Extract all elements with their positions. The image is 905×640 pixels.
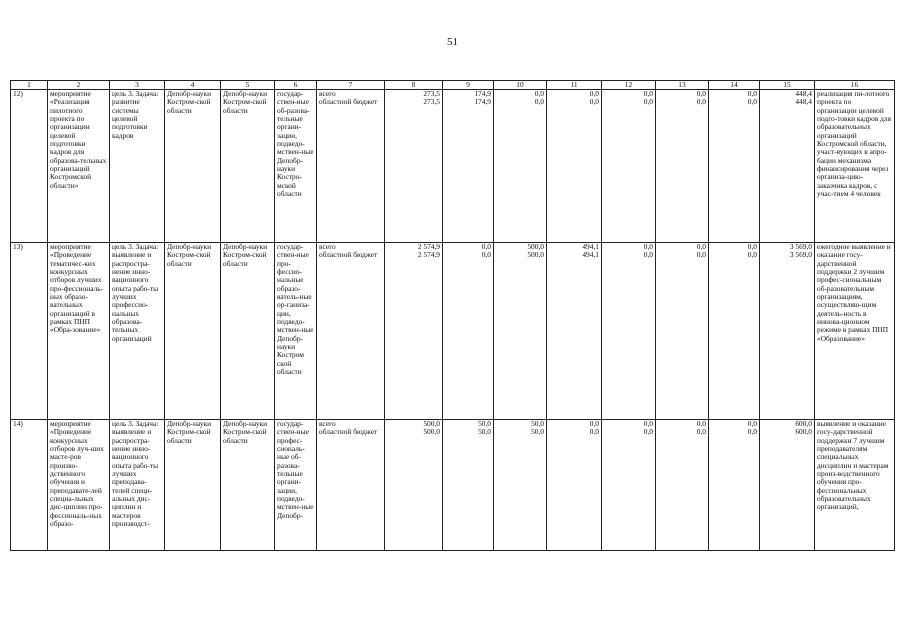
funding-total-label: всего <box>319 419 336 428</box>
value-cell <box>494 90 547 243</box>
value-cell <box>547 90 602 243</box>
header-cell: 15 <box>760 81 815 90</box>
value: 448,4 <box>795 97 812 107</box>
value-cell <box>385 420 443 551</box>
row-number: 14) <box>11 420 48 551</box>
header-cell: 13 <box>656 81 709 90</box>
value: 448,4 <box>795 89 812 98</box>
value: 0,0 <box>643 89 653 98</box>
row-number: 12) <box>11 90 48 243</box>
value-cell <box>709 243 760 420</box>
value-cell <box>385 90 443 243</box>
value: 600,0 <box>795 419 812 428</box>
value-cell <box>656 90 709 243</box>
customer-cell: Депобр-науки Костром-ской области <box>221 420 275 551</box>
value-cell <box>656 420 709 551</box>
executor-cell: Депобр-науки Костром-ской области <box>165 90 221 243</box>
value: 0,0 <box>747 242 757 251</box>
participants-cell: государ-ствен-ные профес-сиональ-ные об-разова-тельные органи-зации, подведо-мствен-ные Депобр- <box>275 420 317 551</box>
value: 500,0 <box>527 250 544 260</box>
value: 0,0 <box>696 419 706 428</box>
value: 0,0 <box>643 427 653 437</box>
total-cell <box>760 243 815 420</box>
program-table <box>10 80 895 551</box>
value: 500,0 <box>527 242 544 251</box>
funding-budget-label: областной бюджет <box>319 250 378 260</box>
value-cell <box>709 90 760 243</box>
value: 3 569,0 <box>789 242 812 251</box>
header-cell: 2 <box>48 81 110 90</box>
table-row <box>11 243 895 420</box>
value: 0,0 <box>589 419 599 428</box>
funding-total-label: всего <box>319 242 336 251</box>
row-number: 13) <box>11 243 48 420</box>
funding-source-cell <box>317 420 385 551</box>
value: 0,0 <box>643 250 653 260</box>
value: 3 569,0 <box>789 250 812 260</box>
value: 50,0 <box>478 427 491 437</box>
funding-budget-label: областной бюджет <box>319 97 378 107</box>
value: 0,0 <box>643 97 653 107</box>
table-row <box>11 90 895 243</box>
value: 174,9 <box>474 89 491 98</box>
value-cell <box>494 243 547 420</box>
activity-cell: мероприятие «Проведение конкурсных отборов луч-ших масте-ров произво-дственного обучения и преподавате-лей специа-льных дис-циплин про-фессиональ-ных образо- <box>48 420 110 551</box>
value: 2 574,9 <box>417 250 440 260</box>
value-cell <box>709 420 760 551</box>
value: 174,9 <box>474 97 491 107</box>
header-cell: 7 <box>317 81 385 90</box>
participants-cell: государ-ствен-ные об-разова-тельные органи-зации, подведо-мствен-ные Депобр-науки Костро-мской области <box>275 90 317 243</box>
value: 600,0 <box>795 427 812 437</box>
value: 0,0 <box>481 250 491 260</box>
customer-cell: Депобр-науки Костром-ской области <box>221 90 275 243</box>
table-row <box>11 420 895 551</box>
value-cell <box>656 243 709 420</box>
header-cell: 8 <box>385 81 443 90</box>
value-cell <box>443 420 494 551</box>
value-cell <box>602 420 656 551</box>
customer-cell: Депобр-науки Костром-ской области <box>221 243 275 420</box>
value: 2 574,9 <box>417 242 440 251</box>
executor-cell: Депобр-науки Костром-ской области <box>165 420 221 551</box>
activity-cell: мероприятие «Проведение тематичес-ких конкурсных отборов лучших про-фессиональ-ных образо-вательных организаций в рамках ПНП «Обра-зование» <box>48 243 110 420</box>
value: 0,0 <box>534 89 544 98</box>
goal-cell: цель 3. Задача: развитие системы целевой подготовки кадров <box>110 90 165 243</box>
participants-cell: государ-ствен-ные про-фессио-нальные образо-ватель-ные ор-ганиза-ции, подведо-мствен-ные Депобр-науки Костром ской области <box>275 243 317 420</box>
value-cell <box>494 420 547 551</box>
value: 0,0 <box>696 427 706 437</box>
value: 273,5 <box>423 89 440 98</box>
executor-cell: Депобр-науки Костром-ской области <box>165 243 221 420</box>
header-cell: 4 <box>165 81 221 90</box>
funding-source-cell <box>317 243 385 420</box>
activity-cell: мероприятие «Реализация пилотного проекта по организации целевой подготовки кадров для образова-тельных организаций Костромской области» <box>48 90 110 243</box>
value-cell <box>547 243 602 420</box>
value: 50,0 <box>478 419 491 428</box>
header-cell: 14 <box>709 81 760 90</box>
value: 0,0 <box>534 97 544 107</box>
value: 0,0 <box>747 419 757 428</box>
value: 273,5 <box>423 97 440 107</box>
value: 500,0 <box>423 427 440 437</box>
value: 50,0 <box>531 427 544 437</box>
value: 0,0 <box>589 427 599 437</box>
header-cell: 9 <box>443 81 494 90</box>
value: 0,0 <box>589 97 599 107</box>
value: 0,0 <box>643 419 653 428</box>
value-cell <box>385 243 443 420</box>
value: 0,0 <box>747 89 757 98</box>
value: 0,0 <box>696 242 706 251</box>
value: 0,0 <box>747 427 757 437</box>
result-cell: ежегодное выявление и оказание госу-дарственной поддержки 2 лучшим профес-сиональным об-разовательным организациям, осуществляю-щим деятель-ность в иннова-ционном режиме в рамках ПНП «Образование» <box>815 243 895 420</box>
header-cell: 6 <box>275 81 317 90</box>
funding-budget-label: областной бюджет <box>319 427 378 437</box>
value: 0,0 <box>696 89 706 98</box>
value: 0,0 <box>747 250 757 260</box>
result-cell: реализация пи-лотного проекта по организации целевой подго-товки кадров для образовательных организаций Костромской области, участ-вующих в апро-бации механизма финансирования через организа-цию-заказчика кадров, с учас-тием 4 человек <box>815 90 895 243</box>
value-cell <box>443 90 494 243</box>
value: 0,0 <box>696 97 706 107</box>
total-cell <box>760 90 815 243</box>
value-cell <box>602 243 656 420</box>
header-cell: 1 <box>11 81 48 90</box>
value-cell <box>443 243 494 420</box>
value: 494,1 <box>582 250 599 260</box>
header-cell: 12 <box>602 81 656 90</box>
result-cell: выявление и оказание госу-дарственной поддержки 7 лучшим преподавателям специальных дисциплин и мастерам произ-водственного обучения про-фессиональных образовательных организаций, <box>815 420 895 551</box>
value: 0,0 <box>589 89 599 98</box>
goal-cell: цель 3. Задача: выявление и распростра-нение инно-вационного опыта рабо-ты лучших преподава-телей специ-альных дис-циплин и мастеров производст- <box>110 420 165 551</box>
header-cell: 16 <box>815 81 895 90</box>
value-cell <box>602 90 656 243</box>
header-row <box>11 81 895 90</box>
header-cell: 10 <box>494 81 547 90</box>
funding-source-cell <box>317 90 385 243</box>
value-cell <box>547 420 602 551</box>
value: 0,0 <box>643 242 653 251</box>
value: 50,0 <box>531 419 544 428</box>
header-cell: 5 <box>221 81 275 90</box>
value: 500,0 <box>423 419 440 428</box>
page-number: 51 <box>447 36 458 48</box>
total-cell <box>760 420 815 551</box>
header-cell: 3 <box>110 81 165 90</box>
value: 0,0 <box>481 242 491 251</box>
goal-cell: цель 3. Задача: выявление и распростра-нение инно-вационного опыта рабо-ты лучших профессио-нальных образова-тельных организаций <box>110 243 165 420</box>
value: 0,0 <box>747 97 757 107</box>
funding-total-label: всего <box>319 89 336 98</box>
value: 0,0 <box>696 250 706 260</box>
value: 494,1 <box>582 242 599 251</box>
header-cell: 11 <box>547 81 602 90</box>
